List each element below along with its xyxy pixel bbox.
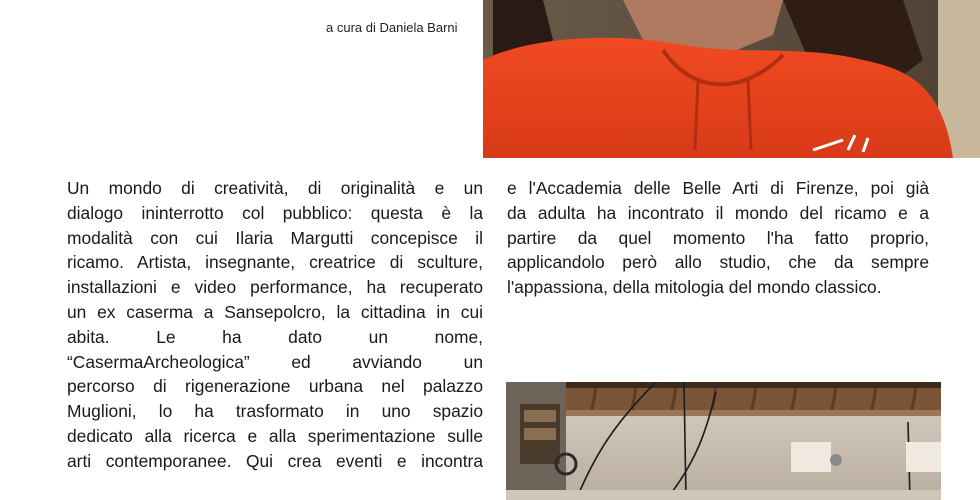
text-line: dialogo ininterrotto col pubblico: questa è la bbox=[67, 202, 483, 223]
text-line: un ex caserma a Sansepolcro, la cittadina in cui bbox=[67, 301, 483, 322]
byline: a cura di Daniela Barni bbox=[326, 20, 458, 35]
text-line: partire da quel momento l'ha fatto proprio, bbox=[507, 227, 929, 248]
interior-photo bbox=[506, 382, 941, 500]
text-line: da adulta ha incontrato il mondo del ricamo e a bbox=[507, 202, 929, 223]
text-line: modalità con cui Ilaria Margutti concepisce il bbox=[67, 227, 483, 248]
text-line: applicandolo però allo studio, che da sempre bbox=[507, 252, 929, 273]
text-line: dedicato alla ricerca e alla sperimentazione sulle bbox=[67, 425, 483, 446]
text-line: ricamo. Artista, insegnante, creatrice di sculture, bbox=[67, 252, 483, 273]
text-line: arti contemporanee. Qui crea eventi e incontra bbox=[67, 450, 483, 471]
text-line: abita. Le ha dato un nome, bbox=[67, 326, 483, 347]
text-line: Muglioni, lo ha trasformato in uno spazio bbox=[67, 401, 483, 422]
portrait-photo bbox=[483, 0, 980, 158]
article-body-left bbox=[67, 176, 483, 474]
text-line: installazioni e video performance, ha recuperato bbox=[67, 277, 483, 298]
text-line: e l'Accademia delle Belle Arti di Firenze, poi già bbox=[507, 178, 929, 198]
text-line: “CasermaArcheologica” ed avviando un bbox=[67, 351, 483, 372]
text-line: Un mondo di creatività, di originalità e un bbox=[67, 178, 483, 198]
text-line: percorso di rigenerazione urbana nel palazzo bbox=[67, 376, 483, 397]
text-line: l'appassiona, della mitologia del mondo classico. bbox=[507, 277, 882, 298]
article-body-right bbox=[507, 176, 929, 300]
